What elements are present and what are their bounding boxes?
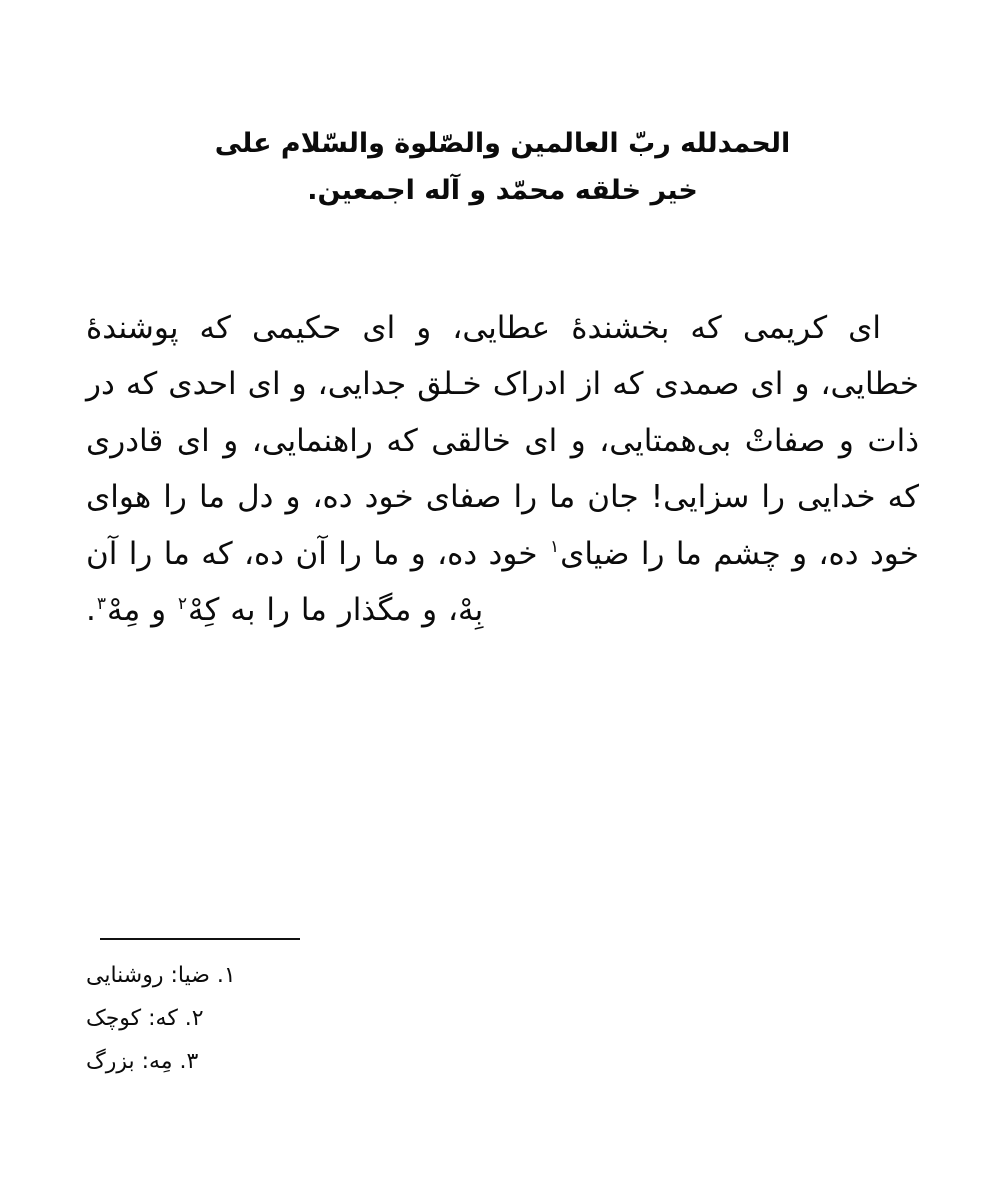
- heading-line-2: خير خلقه محمّد و آله اجمعين.: [307, 175, 698, 207]
- footnote-marker-1: ۱: [549, 537, 560, 558]
- page-heading: [120, 120, 885, 215]
- footnote-list: [86, 955, 919, 1084]
- footnote-item: ۱. ضيا: روشنایی: [86, 963, 236, 988]
- paragraph-part-1: ای کریمی که بخشندۀ عطایی، و ای حکیمی که پوشندۀ خطایی، و ای صمدی که از ادراک خـلق جدایی، و ای احدی که در ذات و صفاتْ بی‌همتایی، و ای خالقی که راهنمایی، و ای قادری که خدایی را سزایی! جان ما را صفای خود ده، و دل ما را هوای خود ده، و چشم ما را ضیای: [86, 310, 919, 572]
- footnote-marker-3: ۳: [96, 593, 106, 614]
- footnote-item: ۳. مِه: بزرگ: [86, 1048, 199, 1074]
- paragraph: [86, 300, 919, 638]
- footnote-marker-2: ۲: [177, 593, 188, 614]
- heading-line-1: الحمدلله ربّ العالمين والصّلوة والسّلام على: [214, 128, 791, 159]
- body-text: [86, 300, 919, 638]
- paragraph-part-3: و مِهْ: [107, 592, 177, 629]
- footnote-item: ۲. که: کوچک: [86, 1005, 204, 1031]
- paragraph-part-2: خود ده، و ما را آن ده، که ما را آن بِهْ، و مگذار ما را به کِهْ: [86, 535, 549, 629]
- paragraph-part-4: .: [86, 592, 96, 629]
- footnote-separator-rule: [100, 938, 300, 940]
